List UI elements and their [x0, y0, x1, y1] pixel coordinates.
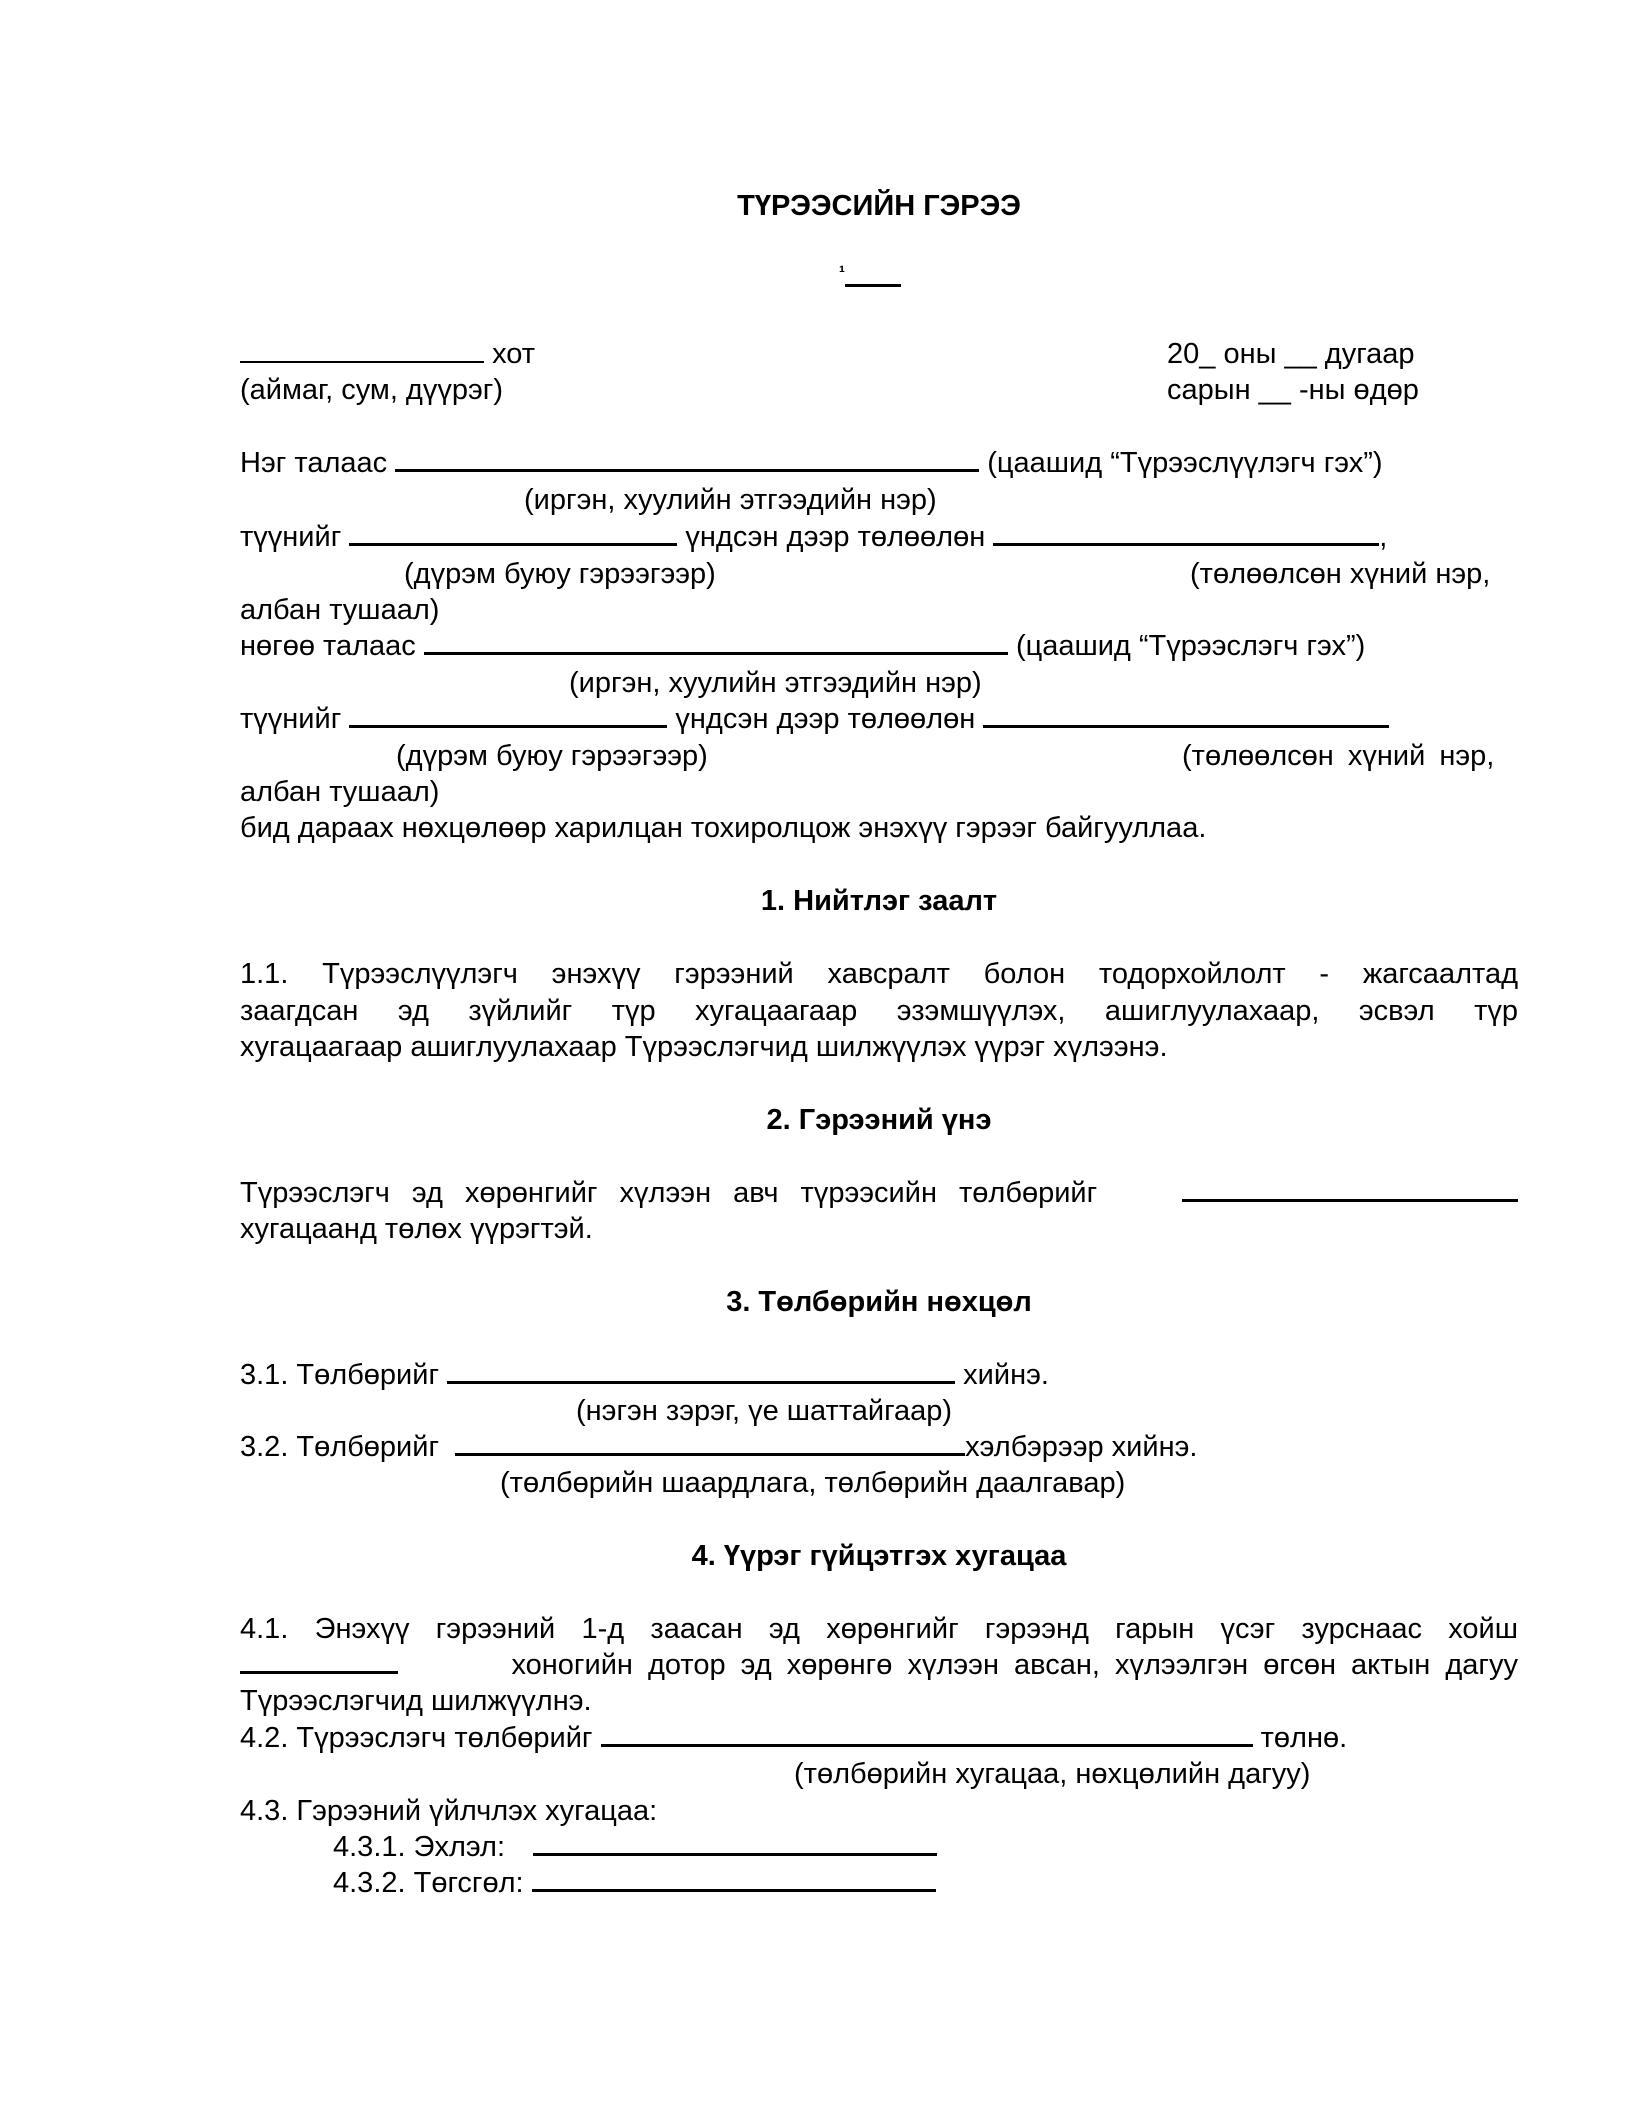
section2-line2: хугацаанд төлөх үүрэгтэй.: [240, 1213, 593, 1245]
section4-item2-lead: 4.2. Түрээслэгч төлбөрийг: [240, 1722, 593, 1754]
party1-basis-line: [240, 521, 1387, 554]
party2-lead: нөгөө талаас: [240, 630, 416, 662]
section4-days-blank: [240, 1649, 398, 1674]
section4-item1-line1: 4.1. Энэхүү гэрээний 1-д заасан эд хөрөнгийг гэрээнд гарын үсэг зурснаас хойш: [240, 1613, 1518, 1645]
section4-item3: 4.3. Гэрээний үйлчлэх хугацаа:: [240, 1795, 658, 1827]
section4-item1-line2-text: хоногийн дотор эд хөрөнгө хүлээн авсан, хүлээлгэн өгсөн актын дагуу: [511, 1649, 1518, 1681]
section3-item2-lead: 3.2. Төлбөрийг: [240, 1431, 440, 1463]
section3-item2-tail: хэлбэрээр хийнэ.: [965, 1431, 1198, 1463]
section4-item3-1: [333, 1831, 937, 1864]
city-hint: (аймаг, сум, дүүрэг): [240, 374, 504, 406]
section3-item2-blank: [455, 1431, 965, 1456]
contract-number-mark: ¹: [839, 262, 845, 282]
section1-heading: 1. Нийтлэг заалт: [760, 885, 998, 917]
party1-line: [240, 447, 1383, 480]
party2-rep-blank: [983, 703, 1389, 728]
party2-rep-hint: (төлөөлсөн хүний нэр,: [1182, 740, 1495, 772]
section4-item1-line2: [240, 1649, 1518, 1682]
section4-end-blank: [532, 1867, 936, 1892]
section2-term-blank: [1182, 1177, 1518, 1202]
section3-item1-hint: (нэгэн зэрэг, үе шаттайгаар): [576, 1395, 953, 1427]
section3-item1-blank: [447, 1359, 955, 1384]
section4-item2-hint: (төлбөрийн хугацаа, нөхцөлийн дагуу): [794, 1758, 1311, 1790]
section4-end-label: 4.3.2. Төгсгөл:: [333, 1867, 524, 1899]
section1-line2: заагдсан эд зүйлийг түр хугацаагаар эзэмшүүлэх, ашиглуулахаар, эсвэл түр: [240, 995, 1518, 1027]
date-line-2: сарын __ -ны өдөр: [1167, 374, 1419, 406]
party2-rep-hint-2: албан тушаал): [240, 776, 440, 808]
section4-item2-blank: [601, 1722, 1253, 1747]
party1-lead: Нэг талаас: [240, 447, 388, 479]
contract-number: [839, 262, 901, 295]
section1-line3: хугацаагаар ашиглуулахаар Түрээслэгчид шилжүүлэх үүрэг хүлээнэ.: [240, 1031, 1168, 1063]
party1-basis-blank: [349, 521, 677, 546]
document-title: ТҮРЭЭСИЙН ГЭРЭЭ: [737, 190, 1021, 222]
city-blank: [240, 339, 484, 363]
city-label: хот: [492, 338, 536, 370]
party1-hint: (иргэн, хуулийн этгээдийн нэр): [524, 484, 937, 516]
section2-line1-text: Түрээслэгч эд хөрөнгийг хүлээн авч түрээсийн төлбөрийг: [240, 1177, 1098, 1209]
section4-item2: [240, 1722, 1347, 1755]
contract-number-blank: [845, 262, 901, 287]
section3-item2: [240, 1431, 1197, 1464]
party1-basis-lead: түүнийг: [240, 521, 342, 553]
section3-item2-hint: (төлбөрийн шаардлага, төлбөрийн даалгавар): [500, 1467, 1126, 1499]
section3-item1: [240, 1359, 1049, 1392]
party1-name-blank: [395, 447, 979, 472]
section4-start-label: 4.3.1. Эхлэл:: [333, 1831, 506, 1863]
section2-heading: 2. Гэрээний үнэ: [766, 1104, 992, 1136]
section3-item1-lead: 3.1. Төлбөрийг: [240, 1359, 440, 1391]
party1-rep-hint-2: албан тушаал): [240, 594, 440, 626]
party2-basis-mid: үндсэн дээр төлөөлөн: [675, 703, 976, 735]
section1-line1: 1.1. Түрээслүүлэгч энэхүү гэрээний хавсралт болон тодорхойлолт - жагсаалтад: [240, 958, 1518, 990]
section3-heading: 3. Төлбөрийн нөхцөл: [726, 1286, 1032, 1318]
party1-rep-blank: [993, 521, 1379, 546]
section4-start-blank: [533, 1831, 937, 1856]
section4-item3-2: [333, 1867, 936, 1900]
party2-hint: (иргэн, хуулийн этгээдийн нэр): [569, 667, 982, 699]
date-line-1: 20_ оны __ дугаар: [1167, 338, 1415, 370]
section4-heading: 4. Үүрэг гүйцэтгэх хугацаа: [691, 1540, 1067, 1572]
party2-basis-blank: [349, 703, 667, 728]
section3-item1-tail: хийнэ.: [963, 1359, 1049, 1391]
party2-basis-hint: (дүрэм буюу гэрээгээр): [396, 740, 708, 772]
party1-comma: ,: [1379, 521, 1388, 553]
party2-basis-line: [240, 703, 1389, 736]
party2-line: [240, 630, 1365, 663]
party1-basis-mid: үндсэн дээр төлөөлөн: [685, 521, 986, 553]
section4-item1-line3: Түрээслэгчид шилжүүлнэ.: [240, 1685, 592, 1717]
parties-closing: бид дараах нөхцөлөөр харилцан тохиролцож энэхүү гэрээг байгууллаа.: [240, 812, 1207, 844]
city-line: [240, 338, 535, 371]
party2-name-blank: [424, 630, 1008, 655]
party1-basis-hint: (дүрэм буюу гэрээгээр): [404, 558, 716, 590]
party1-rep-hint: (төлөөлсөн хүний нэр,: [1190, 558, 1491, 590]
party2-basis-lead: түүнийг: [240, 703, 342, 735]
party1-tail: (цаашид “Түрээслүүлэгч гэх”): [987, 447, 1383, 479]
section2-line1: [240, 1177, 1518, 1210]
section4-item2-tail: төлнө.: [1260, 1722, 1348, 1754]
party2-tail: (цаашид “Түрээслэгч гэх”): [1015, 630, 1366, 662]
